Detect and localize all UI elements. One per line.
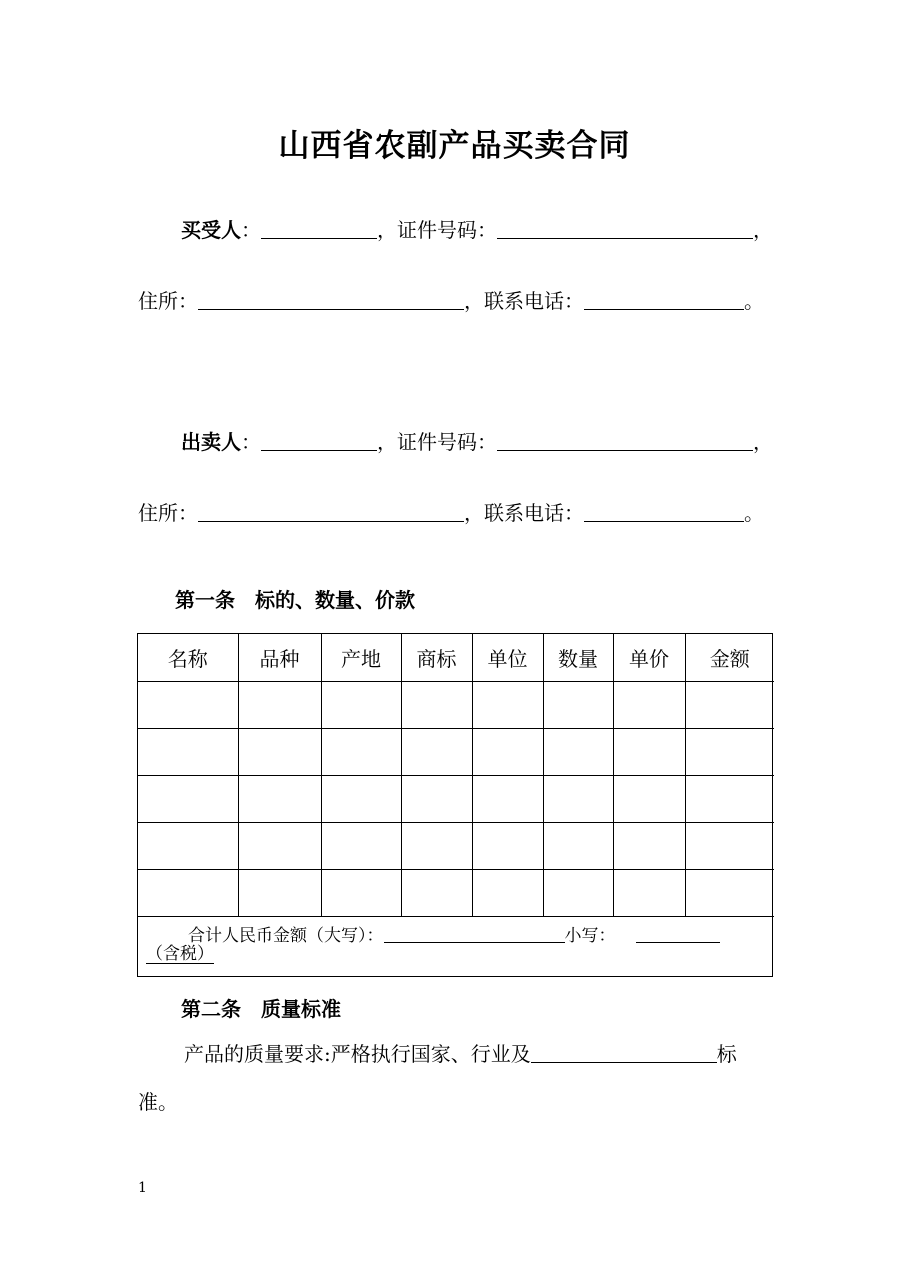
table-cell[interactable] xyxy=(613,681,685,728)
table-header-unit-price: 单价 xyxy=(613,634,685,681)
table-header-row xyxy=(138,634,774,681)
page-number: 1 xyxy=(138,1180,147,1196)
table-cell[interactable] xyxy=(472,869,543,916)
seller-phone-separator: ， xyxy=(464,501,484,525)
buyer-id-field[interactable] xyxy=(497,218,753,239)
table-cell[interactable] xyxy=(138,775,238,822)
table-header-origin: 产地 xyxy=(321,634,401,681)
seller-end-period: 。 xyxy=(744,501,764,525)
table-cell[interactable] xyxy=(321,869,401,916)
table-cell[interactable] xyxy=(543,728,613,775)
table-cell[interactable] xyxy=(543,775,613,822)
table-cell[interactable] xyxy=(685,775,774,822)
table-cell[interactable] xyxy=(472,822,543,869)
seller-colon: ： xyxy=(241,430,261,454)
small-amount-label: 小写： xyxy=(564,925,616,946)
seller-id-separator: ， xyxy=(377,430,397,454)
standard-field[interactable] xyxy=(531,1042,717,1063)
table-cell[interactable] xyxy=(138,728,238,775)
table-cell[interactable] xyxy=(472,728,543,775)
table-cell[interactable] xyxy=(472,775,543,822)
table-row xyxy=(138,681,774,728)
buyer-address-line xyxy=(138,287,764,315)
tax-included-note: （含税） xyxy=(146,943,214,964)
table-cell[interactable] xyxy=(238,869,321,916)
buyer-id-separator: ， xyxy=(377,218,397,242)
buyer-address-field[interactable] xyxy=(198,289,464,310)
table-cell[interactable] xyxy=(401,775,472,822)
seller-address-field[interactable] xyxy=(198,501,464,522)
goods-table xyxy=(137,633,773,977)
table-cell[interactable] xyxy=(472,681,543,728)
table-cell[interactable] xyxy=(401,869,472,916)
quality-requirement-continuation: 准。 xyxy=(138,1090,178,1114)
table-header-quantity: 数量 xyxy=(543,634,613,681)
total-amount-words-field[interactable] xyxy=(384,926,565,943)
table-cell[interactable] xyxy=(238,681,321,728)
table-row xyxy=(138,728,774,775)
table-cell[interactable] xyxy=(685,728,774,775)
table-cell[interactable] xyxy=(401,822,472,869)
quality-requirement-text: 产品的质量要求:严格执行国家、行业及 xyxy=(184,1042,531,1066)
buyer-address-label: 住所： xyxy=(138,289,198,313)
table-cell[interactable] xyxy=(138,869,238,916)
table-cell[interactable] xyxy=(401,681,472,728)
seller-id-field[interactable] xyxy=(497,430,753,451)
buyer-label: 买受人 xyxy=(181,218,241,242)
table-cell[interactable] xyxy=(238,822,321,869)
quality-requirement-line xyxy=(184,1040,737,1068)
document-title: 山西省农副产品买卖合同 xyxy=(278,128,631,164)
table-header-unit: 单位 xyxy=(472,634,543,681)
table-header-brand: 商标 xyxy=(401,634,472,681)
table-cell[interactable] xyxy=(685,869,774,916)
table-row xyxy=(138,775,774,822)
table-cell[interactable] xyxy=(401,728,472,775)
seller-phone-field[interactable] xyxy=(584,501,744,522)
quality-standard-suffix: 标 xyxy=(716,1042,737,1066)
seller-address-label: 住所： xyxy=(138,501,198,525)
table-cell[interactable] xyxy=(685,681,774,728)
buyer-phone-field[interactable] xyxy=(584,289,744,310)
table-cell[interactable] xyxy=(613,728,685,775)
seller-label: 出卖人 xyxy=(181,430,241,454)
table-cell[interactable] xyxy=(238,728,321,775)
table-header-name: 名称 xyxy=(138,634,238,681)
buyer-id-label: 证件号码： xyxy=(397,218,497,242)
buyer-phone-separator: ， xyxy=(464,289,484,313)
table-cell[interactable] xyxy=(613,822,685,869)
table-total-row xyxy=(138,917,772,970)
table-cell[interactable] xyxy=(321,728,401,775)
seller-phone-label: 联系电话： xyxy=(484,501,584,525)
seller-address-line xyxy=(138,499,764,527)
table-cell[interactable] xyxy=(543,869,613,916)
seller-name-field[interactable] xyxy=(261,430,377,451)
table-cell[interactable] xyxy=(543,822,613,869)
buyer-end-period: 。 xyxy=(744,289,764,313)
buyer-line xyxy=(181,216,773,244)
total-amount-label: 合计人民币金额（大写）： xyxy=(188,925,384,946)
table-cell[interactable] xyxy=(613,869,685,916)
table-cell[interactable] xyxy=(321,822,401,869)
table-cell[interactable] xyxy=(321,681,401,728)
table-row xyxy=(138,822,774,869)
table-header-amount: 金额 xyxy=(685,634,774,681)
table-header-variety: 品种 xyxy=(238,634,321,681)
table-cell[interactable] xyxy=(138,681,238,728)
buyer-phone-label: 联系电话： xyxy=(484,289,584,313)
table-row xyxy=(138,869,774,916)
table-cell[interactable] xyxy=(138,822,238,869)
table-cell[interactable] xyxy=(685,822,774,869)
seller-line xyxy=(181,428,773,456)
table-cell[interactable] xyxy=(238,775,321,822)
buyer-colon: ： xyxy=(241,218,261,242)
total-amount-line xyxy=(188,921,720,946)
total-amount-number-field[interactable] xyxy=(636,926,720,943)
table-cell[interactable] xyxy=(613,775,685,822)
table-cell[interactable] xyxy=(321,775,401,822)
seller-id-label: 证件号码： xyxy=(397,430,497,454)
buyer-end-comma: ， xyxy=(753,218,773,242)
seller-end-comma: ， xyxy=(753,430,773,454)
table-cell[interactable] xyxy=(543,681,613,728)
goods-table-grid xyxy=(138,634,774,917)
section-two-heading: 第二条 质量标准 xyxy=(181,997,341,1021)
buyer-name-field[interactable] xyxy=(261,218,377,239)
section-one-heading: 第一条 标的、数量、价款 xyxy=(175,588,415,612)
